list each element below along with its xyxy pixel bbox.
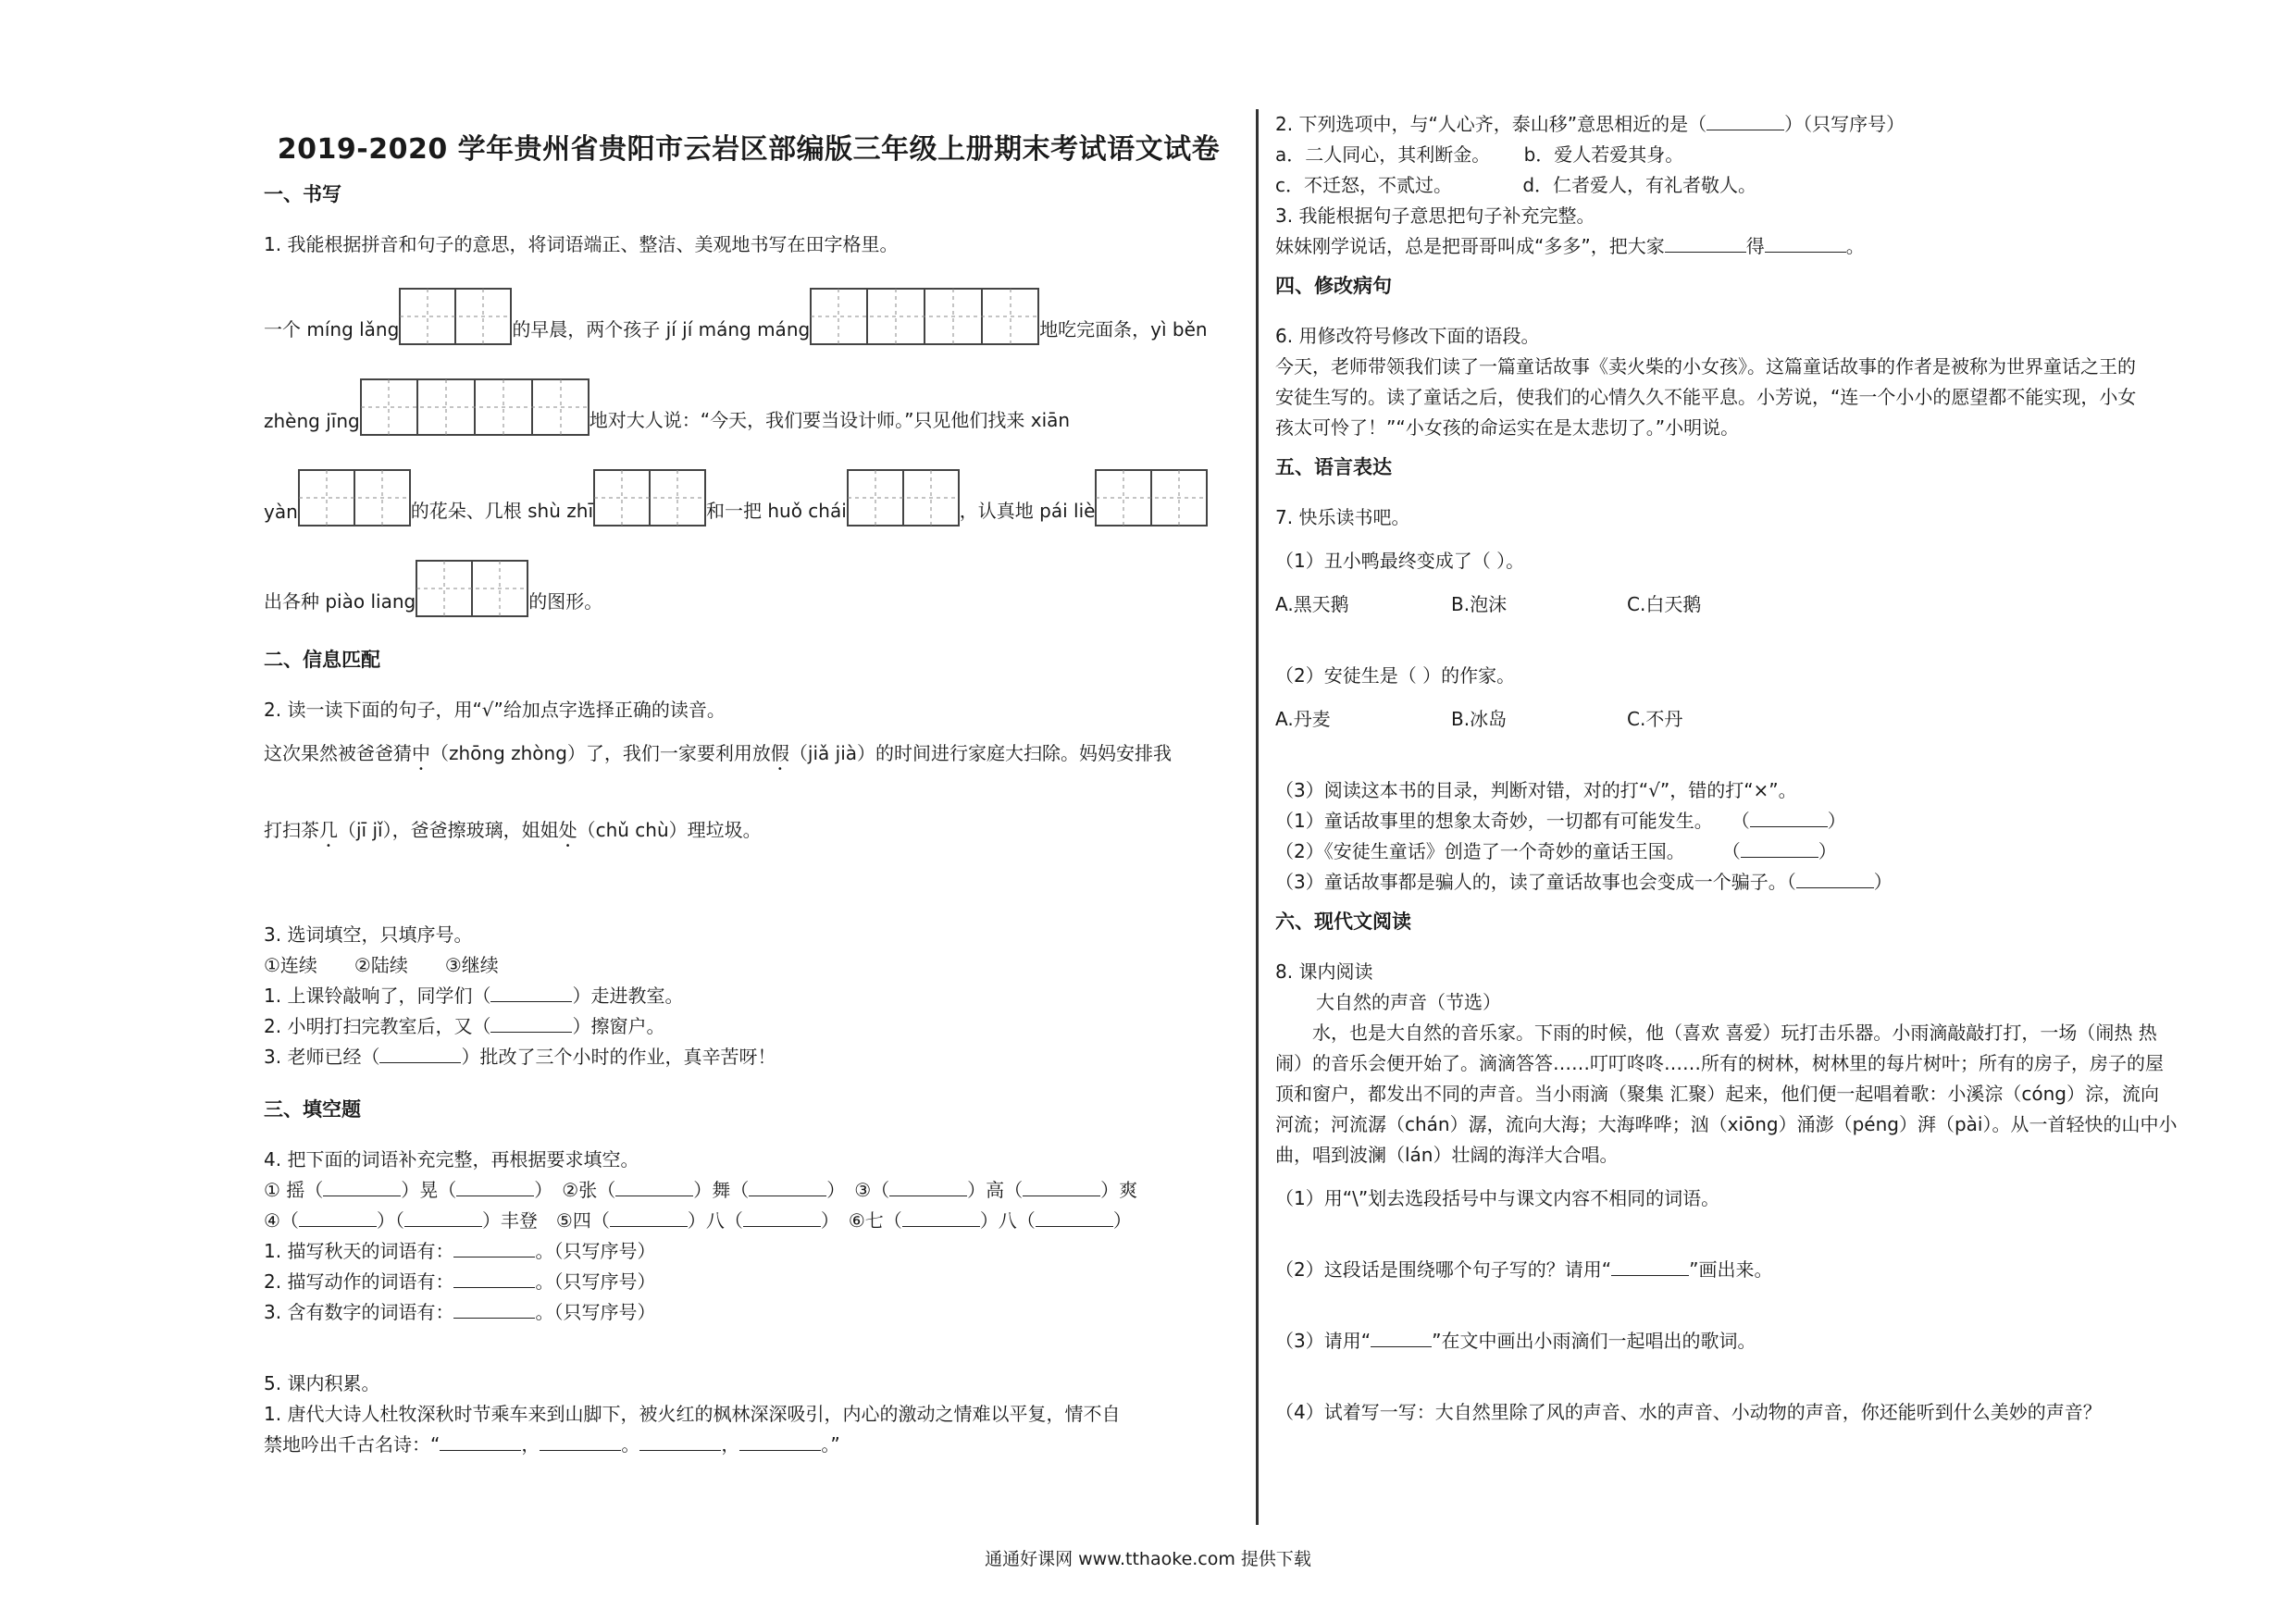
answer-blank[interactable] <box>889 1177 967 1196</box>
answer-blank[interactable] <box>1765 233 1846 253</box>
q7-sub-2-options <box>1275 704 2256 735</box>
answer-blank[interactable] <box>1371 1328 1432 1347</box>
text: ④（ <box>264 1209 299 1232</box>
text: ）爽 <box>1100 1179 1138 1201</box>
answer-blank[interactable] <box>749 1177 826 1196</box>
answer-blank[interactable] <box>490 983 572 1002</box>
answer-blank[interactable] <box>1023 1177 1100 1196</box>
text: ， <box>721 1433 740 1456</box>
answer-blank[interactable] <box>1750 808 1828 827</box>
q5-prompt: 5. 课内积累。 <box>264 1372 380 1394</box>
text: ）舞（ <box>693 1179 750 1201</box>
dotted-char: 处 <box>558 819 577 841</box>
text: ） <box>1112 1209 1132 1232</box>
q7-sub-3: （3）阅读这本书的目录，判断对错，对的打“√”，错的打“×”。 <box>1275 779 1797 801</box>
text: 这次果然被爸爸猜 <box>264 742 412 764</box>
pinyin-text: 地对大人说：“今天，我们要当设计师。”只见他们找来 xiān <box>589 409 1071 431</box>
section-4-heading: 四、修改病句 <box>1275 275 1392 297</box>
option[interactable]: C.不丹 <box>1627 708 1683 730</box>
tianzige-2[interactable] <box>847 469 960 527</box>
q8-passage-line-4: 河流；河流潺（chán）潺，流向大海；大海哗哗；汹（xiōng）涌澎（péng）湃（pài）。从一首轻快的山中小 <box>1275 1113 2178 1135</box>
q7-judge-2 <box>1275 836 2256 867</box>
r-q2-option-cd: c．不迁怒，不贰过。 d．仁者爱人，有礼者敬人。 <box>1275 174 1757 196</box>
text: ）丰登 ⑤四（ <box>481 1209 610 1232</box>
text: （jī jǐ），爸爸擦玻璃，姐姐 <box>338 819 559 841</box>
q4-row-2 <box>264 1206 1234 1236</box>
answer-blank[interactable] <box>1741 838 1818 858</box>
text: 。（只写序号） <box>535 1301 656 1323</box>
q8-passage-title: 大自然的声音（节选） <box>1316 991 1501 1013</box>
pinyin-text: 的花朵、几根 shù zhī <box>410 500 593 522</box>
r-q3-sentence <box>1275 231 2256 262</box>
pinyin-row-2 <box>264 351 1234 441</box>
answer-blank[interactable] <box>453 1299 535 1319</box>
answer-blank[interactable] <box>453 1269 535 1288</box>
q6-paragraph-line-1: 今天，老师带领我们读了一篇童话故事《卖火柴的小女孩》。这篇童话故事的作者是被称为世界童话之王的 <box>1275 355 2136 378</box>
answer-blank[interactable] <box>743 1208 821 1227</box>
answer-blank[interactable] <box>902 1208 980 1227</box>
option[interactable]: C.白天鹅 <box>1627 593 1702 615</box>
q4-item-2 <box>264 1267 1234 1297</box>
answer-blank[interactable] <box>540 1431 621 1451</box>
section-6-heading: 六、现代文阅读 <box>1275 911 1411 933</box>
tianzige-2[interactable] <box>298 469 411 527</box>
q3-prompt: 3. 选词填空，只填序号。 <box>264 923 473 946</box>
text: 2. 描写动作的词语有： <box>264 1270 454 1293</box>
q8-sub-2 <box>1275 1255 2256 1285</box>
q8-sub-3 <box>1275 1326 2256 1357</box>
answer-blank[interactable] <box>379 1044 461 1063</box>
text: ） <box>1873 871 1893 893</box>
r-q3-prompt: 3. 我能根据句子意思把句子补充完整。 <box>1275 204 1595 227</box>
section-3-heading: 三、填空题 <box>264 1098 361 1121</box>
tianzige-2[interactable] <box>416 560 528 617</box>
q3-item-2 <box>264 1011 1234 1042</box>
dotted-char: 中 <box>412 742 430 764</box>
answer-blank[interactable] <box>490 1013 572 1033</box>
text: ）走进教室。 <box>572 985 684 1007</box>
r-q2-prompt <box>1275 109 2256 140</box>
footer-credit: 通通好课网 www.tthaoke.com 提供下载 <box>985 1549 1311 1569</box>
answer-blank[interactable] <box>615 1177 693 1196</box>
tianzige-2[interactable] <box>399 288 512 345</box>
q8-passage-line-1: 水，也是大自然的音乐家。下雨的时候，他（喜欢 喜爱）玩打击乐器。小雨滴敲敲打打，一场（闹热 热 <box>1312 1022 2157 1044</box>
r-q2-option-ab: a．二人同心，其利断金。 b．爱人若爱其身。 <box>1275 143 1684 166</box>
text: ， <box>521 1433 540 1456</box>
section-2-heading: 二、信息匹配 <box>264 649 380 671</box>
pinyin-text: 的图形。 <box>528 590 603 613</box>
text: ） ③（ <box>826 1179 890 1201</box>
right-column <box>1275 109 2256 1428</box>
q4-prompt: 4. 把下面的词语补充完整，再根据要求填空。 <box>264 1148 639 1171</box>
q7-prompt: 7. 快乐读书吧。 <box>1275 506 1410 528</box>
answer-blank[interactable] <box>1611 1257 1689 1276</box>
text: 。 <box>621 1433 640 1456</box>
section-1-heading: 一、书写 <box>264 183 341 205</box>
answer-blank[interactable] <box>453 1238 535 1258</box>
text: （3）请用“ <box>1275 1330 1371 1352</box>
dotted-char: 几 <box>319 819 338 841</box>
left-column <box>264 109 1234 1460</box>
answer-blank[interactable] <box>404 1208 482 1227</box>
q2-prompt: 2. 读一读下面的句子，用“√”给加点字选择正确的读音。 <box>264 699 726 721</box>
pinyin-text: yàn <box>264 501 298 523</box>
text: ） <box>1818 840 1837 862</box>
answer-blank[interactable] <box>323 1177 401 1196</box>
q6-paragraph-line-2: 安徒生写的。读了童话之后，使我们的心情久久不能平息。小芳说，“连一个小小的愿望都不能实现，小女 <box>1275 386 2137 408</box>
answer-blank[interactable] <box>610 1208 688 1227</box>
q7-judge-3 <box>1275 867 2256 898</box>
text: 3. 含有数字的词语有： <box>264 1301 454 1323</box>
option[interactable]: A.丹麦 <box>1275 708 1331 730</box>
pinyin-text: 出各种 piào liang <box>264 590 416 613</box>
q8-passage-line-5: 曲，唱到波澜（lán）壮阔的海洋大合唱。 <box>1275 1144 1619 1166</box>
option[interactable]: A.黑天鹅 <box>1275 593 1349 615</box>
text: 。” <box>821 1433 840 1456</box>
text: （2）《安徒生童话》创造了一个奇妙的童话王国。 （ <box>1275 840 1741 862</box>
q8-sub-4: （4）试着写一写：大自然里除了风的声音、水的声音、小动物的声音，你还能听到什么美妙的声音？ <box>1275 1401 2102 1423</box>
q7-sub-1: （1）丑小鸭最终变成了（ ）。 <box>1275 550 1525 572</box>
q4-item-1 <box>264 1236 1234 1267</box>
answer-blank[interactable] <box>639 1431 721 1451</box>
q7-sub-2: （2）安徒生是（ ）的作家。 <box>1275 664 1516 687</box>
column-divider <box>1256 109 1259 1525</box>
q2-sentence-line-2 <box>264 815 1234 851</box>
text: ）八（ <box>687 1209 743 1232</box>
text: 1. 上课铃敲响了，同学们（ <box>264 985 491 1007</box>
answer-blank[interactable] <box>440 1431 521 1451</box>
text: （2）这段话是围绕哪个句子写的？请用“ <box>1275 1258 1612 1281</box>
answer-blank[interactable] <box>739 1431 821 1451</box>
q3-item-3 <box>264 1042 1234 1072</box>
text: 。（只写序号） <box>535 1240 656 1262</box>
text: （jiǎ jià）的时间进行家庭大扫除。妈妈安排我 <box>788 742 1173 764</box>
text: ） ⑥七（ <box>820 1209 902 1232</box>
tianzige-2[interactable] <box>1095 469 1208 527</box>
text: ）（只写序号） <box>1784 113 1905 135</box>
text: ） <box>1827 810 1846 832</box>
text: ）（ <box>376 1209 404 1232</box>
q6-paragraph-line-3: 孩太可怜了！”“小女孩的命运实在是太悲切了。”小明说。 <box>1275 416 1740 439</box>
pinyin-row-1 <box>264 260 1234 351</box>
text: ”画出来。 <box>1689 1258 1773 1281</box>
q3-item-1 <box>264 981 1234 1011</box>
answer-blank[interactable] <box>1706 111 1784 130</box>
text: 2. 小明打扫完教室后，又（ <box>264 1015 491 1037</box>
text: 1. 描写秋天的词语有： <box>264 1240 454 1262</box>
q4-item-3 <box>264 1297 1234 1328</box>
text: ）晃（ <box>401 1179 457 1201</box>
text: ） ②张（ <box>534 1179 616 1201</box>
q7-sub-1-options <box>1275 589 2256 620</box>
q3-options: ①连续 ②陆续 ③继续 <box>264 954 499 976</box>
q1-prompt: 1. 我能根据拼音和句子的意思，将词语端正、整洁、美观地书写在田字格里。 <box>264 233 899 255</box>
q4-row-1 <box>264 1175 1234 1206</box>
answer-blank[interactable] <box>1036 1208 1113 1227</box>
q8-passage-line-3: 顶和窗户，都发出不同的声音。当小雨滴（聚集 汇聚）起来，他们便一起唱着歌：小溪淙（cóng）淙，流向 <box>1275 1083 2159 1105</box>
text: 打扫茶 <box>264 819 319 841</box>
q5-item-1-line-2 <box>264 1430 1234 1460</box>
answer-blank[interactable] <box>299 1208 377 1227</box>
answer-blank[interactable] <box>1796 869 1874 888</box>
pinyin-text: zhèng jīng <box>264 410 360 432</box>
text: ① 摇（ <box>264 1179 324 1201</box>
text: ”在文中画出小雨滴们一起唱出的歌词。 <box>1432 1330 1756 1352</box>
text: 得 <box>1745 235 1765 257</box>
text: （1）童话故事里的想象太奇妙，一切都有可能发生。 （ <box>1275 810 1750 832</box>
text: ）高（ <box>967 1179 1024 1201</box>
q2-sentence-line-1 <box>264 738 1234 774</box>
text: 。 <box>1845 235 1865 257</box>
answer-blank[interactable] <box>1665 233 1746 253</box>
q8-passage-line-2: 闹）的音乐会便开始了。滴滴答答……叮叮咚咚……所有的树林，树林里的每片树叶；所有的房子，房子的屋 <box>1275 1052 2164 1074</box>
tianzige-2[interactable] <box>593 469 706 527</box>
section-5-heading: 五、语言表达 <box>1275 456 1392 478</box>
text: （chǔ chù）理垃圾。 <box>577 819 762 841</box>
q6-prompt: 6. 用修改符号修改下面的语段。 <box>1275 325 1540 347</box>
text: （zhōng zhòng）了，我们一家要利用放 <box>430 742 771 764</box>
pinyin-row-3 <box>264 441 1234 532</box>
pinyin-text: 和一把 huǒ chái <box>706 500 847 522</box>
text: 3. 老师已经（ <box>264 1046 380 1068</box>
q7-judge-1 <box>1275 806 2256 836</box>
text: 。（只写序号） <box>535 1270 656 1293</box>
pinyin-text: 地吃完面条，yì běn <box>1039 318 1208 341</box>
pinyin-text: 一个 míng lǎng <box>264 318 400 341</box>
q5-item-1-line-1: 1. 唐代大诗人杜牧深秋时节乘车来到山脚下，被火红的枫林深深吸引，内心的激动之情难以平复，情不自 <box>264 1403 1121 1425</box>
option[interactable]: B.冰岛 <box>1451 708 1508 730</box>
tianzige-4[interactable] <box>360 378 590 436</box>
text: 妹妹刚学说话，总是把哥哥叫成“多多”，把大家 <box>1275 235 1665 257</box>
q8-prompt: 8. 课内阅读 <box>1275 960 1373 983</box>
text: 2. 下列选项中，与“人心齐，泰山移”意思相近的是（ <box>1275 113 1707 135</box>
text: （3）童话故事都是骗人的，读了童话故事也会变成一个骗子。（ <box>1275 871 1796 893</box>
pinyin-text: 的早晨，两个孩子 jí jí máng máng <box>512 318 811 341</box>
text: 禁地吟出千古名诗：“ <box>264 1433 441 1456</box>
text: ）八（ <box>979 1209 1036 1232</box>
text: ）批改了三个小时的作业，真辛苦呀！ <box>461 1046 776 1068</box>
pinyin-text: ，认真地 pái liè <box>959 500 1096 522</box>
exam-title: 2019-2020 学年贵州省贵阳市云岩区部编版三年级上册期末考试语文试卷 <box>277 133 1221 166</box>
q8-sub-1: （1）用“\”划去选段括号中与课文内容不相同的词语。 <box>1275 1187 1720 1209</box>
tianzige-4[interactable] <box>810 288 1039 345</box>
pinyin-row-4 <box>264 532 1234 623</box>
dotted-char: 假 <box>770 742 789 764</box>
answer-blank[interactable] <box>456 1177 534 1196</box>
option[interactable]: B.泡沫 <box>1451 593 1508 615</box>
text: ）擦窗户。 <box>572 1015 665 1037</box>
